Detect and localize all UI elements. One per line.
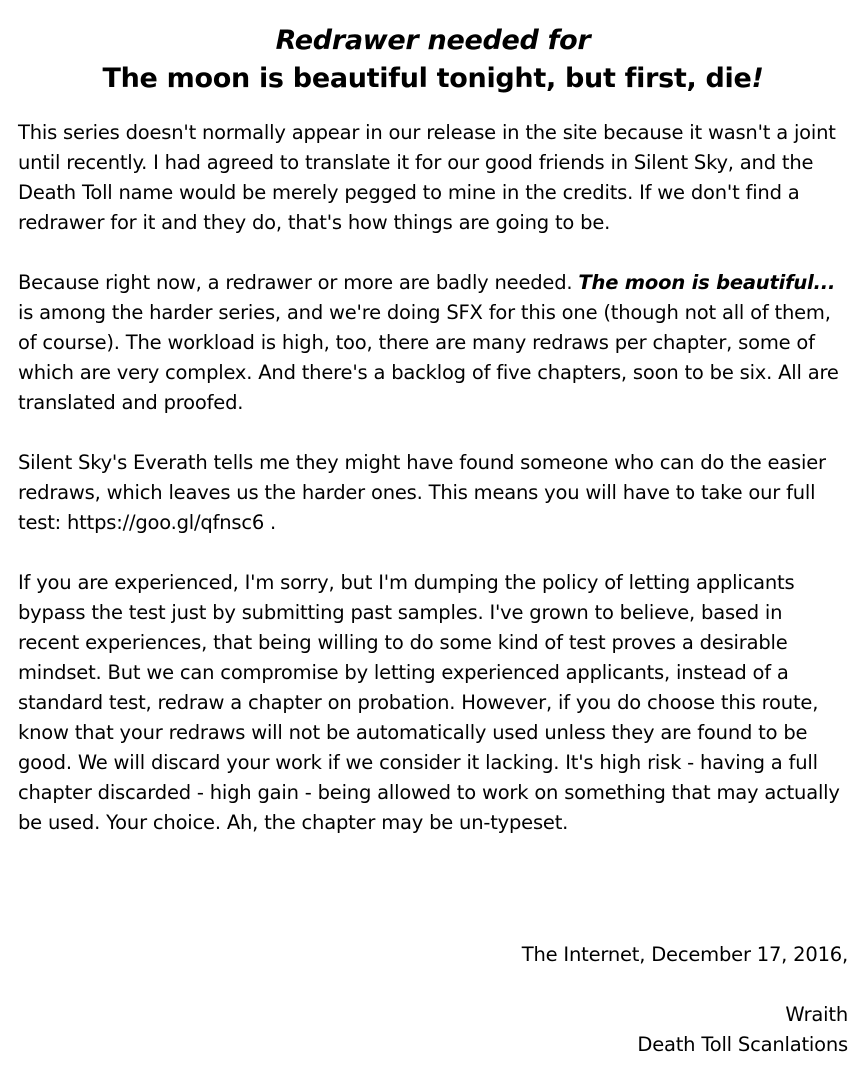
paragraph-2 — [18, 268, 848, 418]
document — [18, 22, 848, 838]
title-exclamation: ! — [751, 63, 764, 94]
signoff-group: Death Toll Scanlations — [637, 1033, 848, 1056]
title-line-2 — [18, 60, 848, 98]
paragraph-4: If you are experienced, I'm sorry, but I'm dumping the policy of letting applicants bypass the test just by submitting past samples. I've grown to believe, based in recent experiences, that being willing to do some kind of test proves a desirable mindset. But we can compromise by letting experienced applicants, instead of a standard test, redraw a chapter on probation. However, if you do choose this route, know that your redraws will not be automatically used unless they are found to be good. We will discard your work if we consider it lacking. It's high risk - having a full chapter discarded - high gain - being allowed to work on something that may actually be used. Your choice. Ah, the chapter may be un-typeset. — [18, 571, 840, 834]
page-title — [18, 22, 848, 98]
paragraph-2-rest: is among the harder series, and we're doing SFX for this one (though not all of them, of course). The workload is high, too, there are many redraws per chapter, some of which are very complex. And there's a backlog of five chapters, soon to be six. All are translated and proofed. — [18, 301, 839, 414]
announcement-body — [18, 118, 848, 838]
paragraph-2-intro: Because right now, a redrawer or more are badly needed. — [18, 271, 579, 294]
signoff-date: The Internet, December 17, 2016, — [521, 943, 848, 966]
series-title: The moon is beautiful tonight, but first, die — [102, 63, 752, 94]
paragraph-3: Silent Sky's Everath tells me they might have found someone who can do the easier redraws, which leaves us the harder ones. This means you will have to take our full test: https://goo.gl/qfnsc6 . — [18, 451, 826, 534]
title-line-1: Redrawer needed for — [275, 25, 591, 56]
signoff-author: Wraith — [785, 1003, 848, 1026]
series-title-inline: The moon is beautiful... — [578, 271, 836, 294]
signoff — [522, 940, 848, 1060]
paragraph-1: This series doesn't normally appear in our release in the site because it wasn't a joint until recently. I had agreed to translate it for our good friends in Silent Sky, and the Death Toll name would be merely pegged to mine in the credits. If we don't find a redrawer for it and they do, that's how things are going to be. — [18, 121, 836, 234]
